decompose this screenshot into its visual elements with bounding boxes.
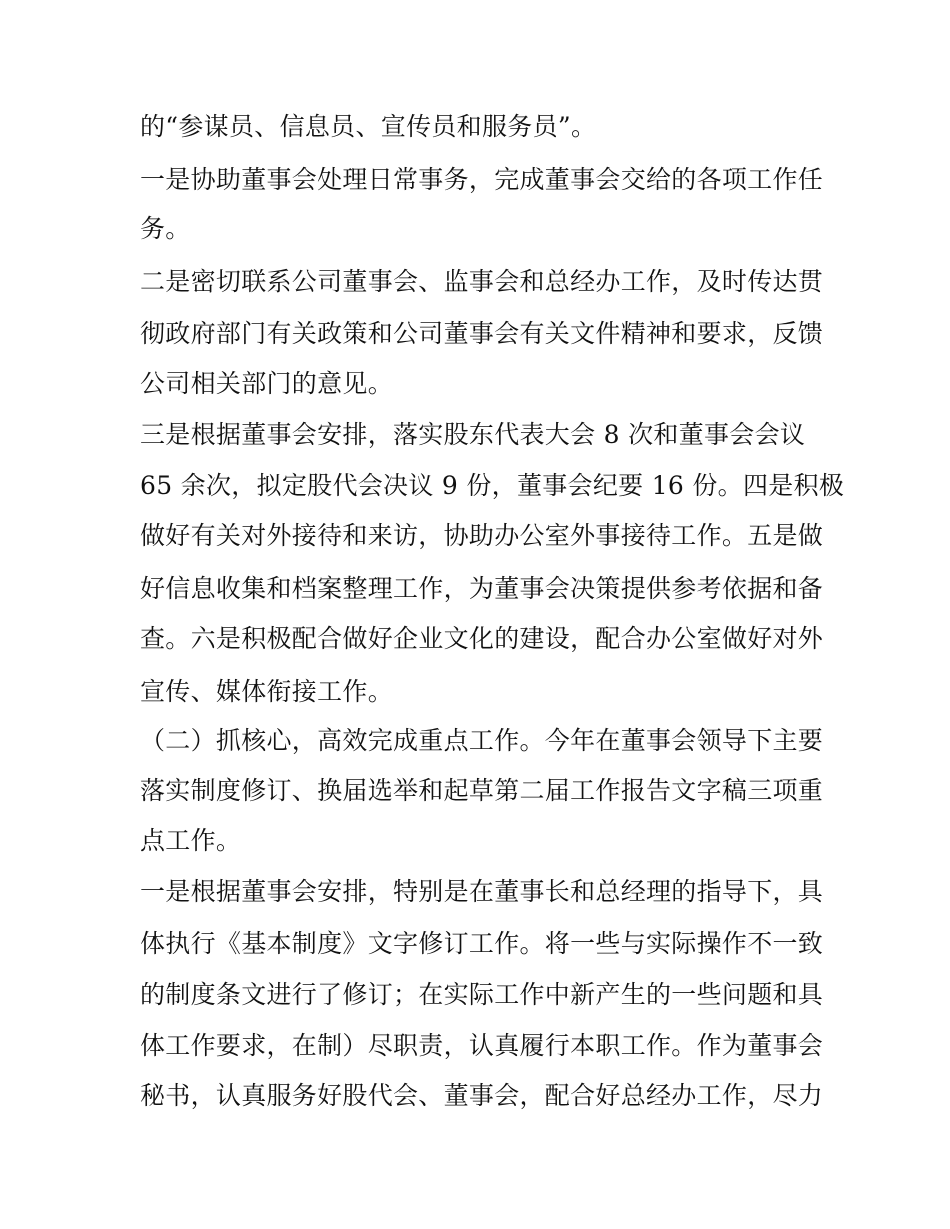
text-line: 务。 [140,214,191,243]
text-line: 点工作。 [140,826,242,855]
text-line: （二）抓核心，高效完成重点工作。今年在董事会领导下主要 [140,726,824,755]
text-line: 好信息收集和档案整理工作，为董事会决策提供参考依据和备 [140,574,824,603]
text-line: 三是根据董事会安排，落实股东代表大会 8 次和董事会会议 [140,420,806,449]
text-line: 体工作要求，在制）尽职责，认真履行本职工作。作为董事会 [140,1031,824,1060]
text-line: 的“参谋员、信息员、宣传员和服务员”。 [140,112,597,141]
text-line: 落实制度修订、换届选举和起草第二届工作报告文字稿三项重 [140,776,824,805]
text-line: 彻政府部门有关政策和公司董事会有关文件精神和要求，反馈 [140,319,824,348]
text-line: 二是密切联系公司董事会、监事会和总经办工作，及时传达贯 [140,267,824,296]
text-line: 体执行《基本制度》文字修订工作。将一些与实际操作不一致 [140,929,824,958]
text-line: 查。六是积极配合做好企业文化的建设，配合办公室做好对外 [140,624,824,653]
text-line: 秘书，认真服务好股代会、董事会，配合好总经办工作，尽力 [140,1081,824,1110]
text-line: 的制度条文进行了修订；在实际工作中新产生的一些问题和具 [140,980,824,1009]
text-line: 65 余次，拟定股代会决议 9 份，董事会纪要 16 份。四是积极 [140,471,845,500]
text-line: 做好有关对外接待和来访，协助办公室外事接待工作。五是做 [140,521,824,550]
text-line: 一是根据董事会安排，特别是在董事长和总经理的指导下，具 [140,877,824,906]
text-line: 宣传、媒体衔接工作。 [140,677,394,706]
text-line: 公司相关部门的意见。 [140,369,394,398]
text-line: 一是协助董事会处理日常事务，完成董事会交给的各项工作任 [140,165,824,194]
